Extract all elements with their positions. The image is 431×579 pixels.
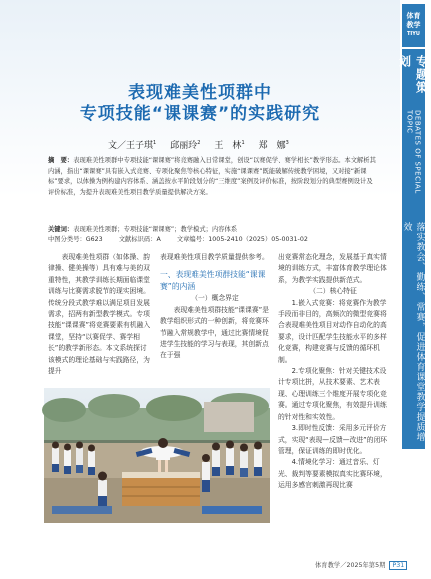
class-number: 中图分类号：G623 (48, 236, 103, 243)
helper-child (202, 454, 210, 492)
feature-3: 3.即时性反馈：采用多元评价方式，实现“表现—反馈—改进”的闭环管理，保证训练的即时优化。 (278, 424, 387, 455)
col2-intro: 表现难美性项目教学质量提供参考。 (160, 253, 269, 261)
page-footer (315, 560, 407, 570)
body-column-3 (278, 252, 388, 552)
section-strip (397, 49, 429, 449)
definition-paragraph: 表现难美性项群技能“课课赛”是教学组织形式的一种创新，将竞赛环节融入常规教学中，通过比赛情境促进学生技能的学习与表现，其创新点在于强 (160, 305, 269, 360)
intro-paragraph: 表现难美性项群（如体操、韵律操、健美操等）具有难与美的双重特性，其教学训练长期面临课堂训练与比赛需求脱节的现实困境。传统分段式教学难以满足项目发展需求，招两有新型教学模式。专项技能“课课赛”将竞赛要素有机融入课堂，坚持“以赛促学、赛学相长”的教学新形态。本文系统探讨该模式的理论基础与实践路径，为提升 (48, 253, 151, 376)
subheading-features: （二）核心特征 (309, 287, 357, 296)
brand-line1: 体育 (406, 12, 421, 20)
article-number: 文章编号：1005-2410（2025）05-0031-02 (176, 236, 308, 243)
journal-issue: 体育教学／2025年第5期 (315, 562, 386, 569)
author-2: 邱丽玲$^2$ (170, 140, 201, 151)
classification-line (48, 234, 378, 243)
abstract-text: 表现难美性项群中专项技能“课课赛”将竞赛融入日常课堂，创设“以赛促学、赛学相长”教学形态。本文解析其内涵，指出“课课赛”具有嵌入式竞赛、专项化聚焦等核心特征，实施“课课赛”既能破解传统教学困境，又对接“新课标”要求，以体操为例构建内容体系、涵盖按水平阶段划分的“三维度”案例及评价标准，按阶段划分的典型赛例设计及评价标准，为提升表现难美性项目教学质量提供解决方案。 (48, 157, 376, 196)
abstract (48, 156, 378, 198)
feature-2: 2.专项化聚焦：针对关键技术设计专项比拼，从技术要素、艺术表现、心理训练三个维度开展专项化竞赛。通过专项化聚焦，有效提升训练的针对性和实效性。 (278, 367, 387, 421)
article-title-line1: 表现难美性项群中 (128, 83, 272, 103)
section-topic: 落实教会、勤练、常赛，促进体育课堂教学提质增效 (401, 222, 425, 443)
vault-scene-illustration (44, 388, 270, 523)
keywords (48, 224, 378, 233)
feature-4: 4.情境化学习：通过音乐、灯光、裁判等要素模拟真实比赛环境，运用多感官刺激再现比赛 (278, 458, 387, 490)
page-number: P31 (389, 561, 407, 570)
feature-1: 1.嵌入式竞赛：将竞赛作为教学手段而非目的，高频次的微型竞赛将合表现难美性项目对动作自动化的高要求，设计匹配学生技能水平的多样化竞赛，构建竞赛与反馈的循环机制。 (278, 298, 387, 364)
keywords-text: 表现难美性项群；专项技能“课课赛”；教学模式；内容体系 (73, 226, 238, 233)
col3-intro: 出竞赛常态化理念，发展基于真实情境的训练方式，丰富体育教学理论体系，为教学实践提供新范式。 (278, 253, 387, 284)
gymnastics-photo (44, 388, 270, 523)
section-heading-1: 一、表现难美性项群技能“课课赛”的内涵 (160, 270, 266, 292)
subheading-definition: （一）概念界定 (191, 294, 239, 303)
brand-line2: 教学 (406, 21, 421, 29)
author-3: 王 林$^1$ (214, 140, 245, 151)
section-title: 专题策划 (397, 55, 429, 94)
author-1: 王子琪$^1$ (126, 140, 157, 151)
abstract-label: 摘 要： (48, 157, 74, 164)
vaulting-box (122, 472, 200, 506)
keywords-label: 关键词： (48, 226, 74, 233)
article-title-line2: 专项技能“课课赛”的实践研究 (79, 104, 321, 124)
foreground-child (98, 472, 107, 507)
section-title-en: DEBATES OF SPECIAL TOPIC (405, 110, 422, 194)
body-column-1 (48, 252, 152, 376)
brand-line3: TIYU (407, 31, 420, 37)
body-column-2 (160, 252, 270, 362)
author-line (108, 138, 338, 151)
journal-brand-badge (402, 4, 425, 47)
author-4: 郑 娜$^3$ (258, 140, 289, 151)
author-prefix: 文／ (108, 141, 127, 151)
document-code: 文献标识码：A (118, 236, 161, 243)
